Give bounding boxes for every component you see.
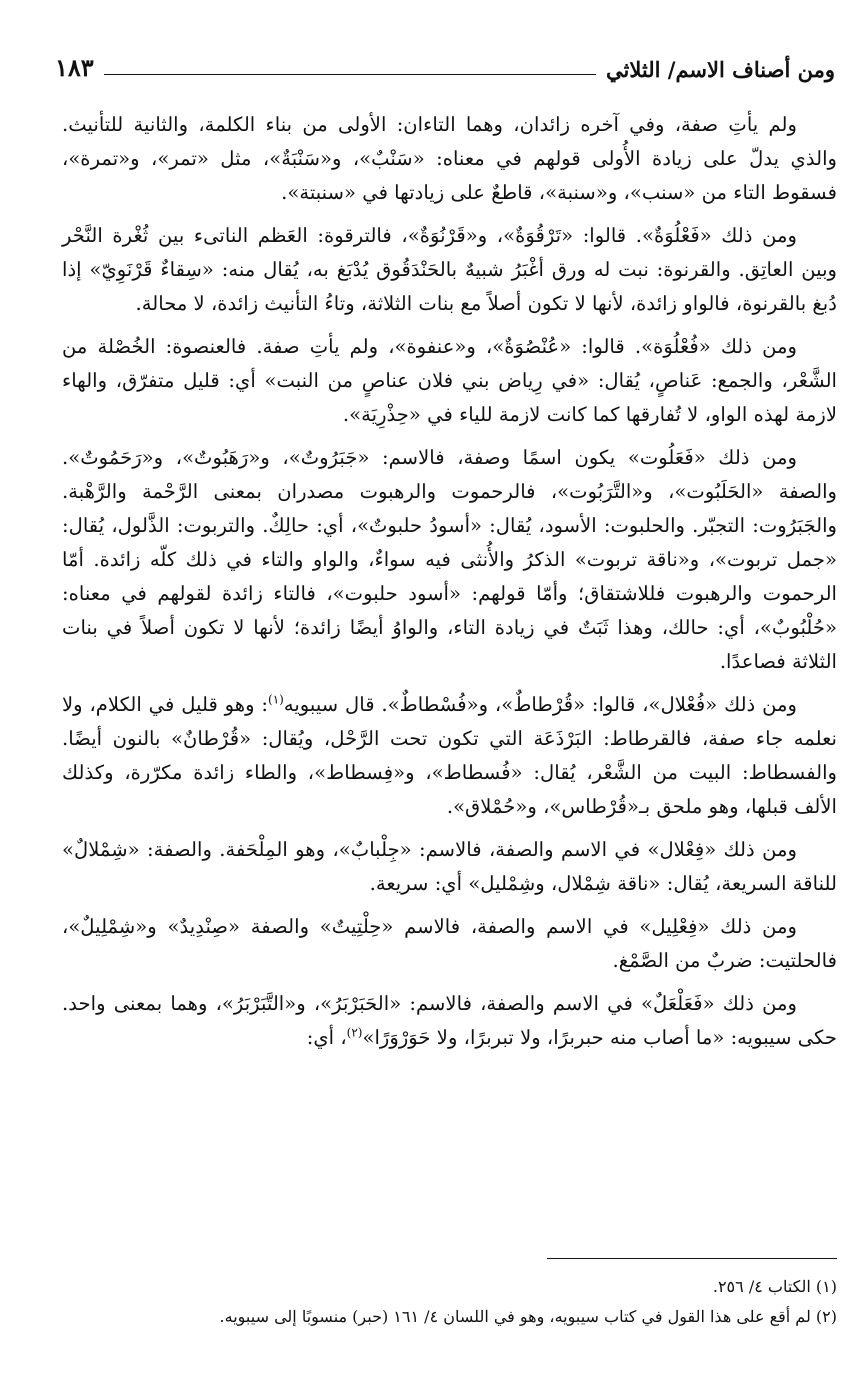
paragraph (62, 688, 837, 824)
paragraph: ومن ذلك «فِعْلال» في الاسم والصفة، فالاسم: «جِلْبابٌ»، وهو المِلْحَفة. والصفة: «شِمْلالٌ» للناقة السريعة، يُقال: «ناقة شِمْلال، وشِمْليل» أي: سريعة. (62, 838, 837, 895)
page-number: ١٨٣ (55, 53, 94, 82)
paragraph (62, 987, 837, 1055)
running-title: ومن أصناف الاسم/ الثلاثي (606, 57, 835, 82)
paragraph-text: ، أي: (306, 1026, 347, 1049)
paragraph-text: ومن ذلك «فُعْلال»، قالوا: «قُرْطاطٌ»، و«فُسْطاطٌ». قال سيبويه (283, 693, 797, 716)
footnotes (62, 1272, 837, 1332)
paragraph: ومن ذلك «فَعَلُوت» يكون اسمًا وصفة، فالاسم: «جَبَرُوتٌ»، و«رَهَبُوتٌ»، و«رَحَمُوتٌ». والصفة «الحَلَبُوت»، و«التَّرَبُوت»، فالرحموت والرهبوت مصدران بمعنى الرَّحْمة والرَّهْبة. والجَبَرُوت: التجبّر. والحلبوت: الأسود، يُقال: «أسودُ حلبوتٌ»، أي: حالِكٌ. والتربوت: الذَّلول، يُقال: «جمل تربوت»، و«ناقة تربوت» الذكرُ والأُنثى فيه سواءٌ، والواو والتاء في ذلك كلّه زائدة. أمّا الرحموت والرهبوت فللاشتقاق؛ وأمّا قولهم: «أسود حلبوت»، فالتاء زائدة لقولهم في معناه: «حُلْبُوبٌ»، أي: حالك، وهذا ثَبَتٌ في زيادة التاء، والواوُ أيضًا زائدة؛ لأنها لا تكون أصلاً في بنات الثلاثة فصاعدًا. (62, 446, 837, 673)
page-header (55, 42, 835, 82)
paragraph: ومن ذلك «فَعْلُوَةٌ». قالوا: «تَرْقُوَةٌ»، و«قَرْنُوَةٌ»، فالترقوة: العَظم الناتىء بين ثُغْرة النَّحْر وبين العاتِق. والقرنوة: نبت له ورق أغْبَرُ شبيهٌ بالحَنْدَقُوق يُدْبَغ به، يُقال منه: «سِقاءٌ قَرْنَوِيّ» إذا دُبغ بالقرنوة، فالواو زائدة، لأنها لا تكون أصلاً مع بنات الثلاثة، وتاءُ التأنيث زائدة، لا محالة. (62, 224, 837, 315)
paragraph: ومن ذلك «فُعْلُوَة». قالوا: «عُنْصُوَةٌ»، و«عنفوة»، ولم يأتِ صفة. فالعنصوة: الخُصْلة من الشَّعْر، والجمع: عَناصٍ، يُقال: «في رِياض بني فلان عناصٍ من النبت» أي: قليل متفرّق، والهاء لازمة لهذه الواو، لا تُفارقها كما كانت لازمة للياء في «حِذْرِيَة». (62, 335, 837, 426)
footnote-ref: (٢) (346, 1025, 363, 1040)
paragraph: ومن ذلك «فِعْلِيل» في الاسم والصفة، فالاسم «حِلْتِيتٌ» والصفة «صِنْدِيدٌ» و«شِمْلِيلٌ»، فالحلتيت: ضربٌ من الصَّمْغ. (62, 915, 837, 972)
footnote-separator (547, 1258, 837, 1259)
header-rule (104, 74, 596, 75)
paragraph-text: : وهو قليل في الكلام، ولا نعلمه جاء صفة، فالقرطاط: البَرْذَعَة التي تكون تحت الرَّحْل، ويُقال: «قُرْطانٌ» بالنون أيضًا. والفسطاط: البيت من الشَّعْر، يُقال: «فُسطاط»، و«فِسطاط»، والطاء زائدة مكرّرة، وكذلك الألف قبلها، وهو ملحق بـ«قُرْطاس»، و«حُمْلاق». (62, 693, 837, 818)
paragraph-text: ومن ذلك «فَعَلْعَلٌ» في الاسم والصفة، فالاسم: «الحَبَرْبَرُ»، و«التَّبَرْبَرُ»، وهما بمعنى واحد. حكى سيبويه: «ما أصاب منه حبربرًا، ولا تبربرًا، ولا حَوَرْوَرًا» (62, 992, 837, 1049)
footnote-ref: (١) (268, 692, 284, 707)
footnote: (١) الكتاب ٤/ ٢٥٦. (712, 1277, 837, 1296)
footnote: (٢) لم أقع على هذا القول في كتاب سيبويه، وهو في اللسان ٤/ ١٦١ (حبر) منسوبًا إلى سيبويه. (219, 1307, 837, 1326)
paragraph: ولم يأتِ صفة، وفي آخره زائدان، وهما التاءان: الأولى من بناء الكلمة، والثانية للتأنيث. والذي يدلّ على زيادة الأُولى قولهم في معناه: «سَنْبٌ»، و«سَنْبَةٌ»، مثل «تمر»، و«تمرة»، فسقوط التاء من «سنب»، و«سنبة»، قاطعٌ على زيادتها في «سنبتة». (62, 113, 837, 204)
main-text (62, 108, 837, 1064)
